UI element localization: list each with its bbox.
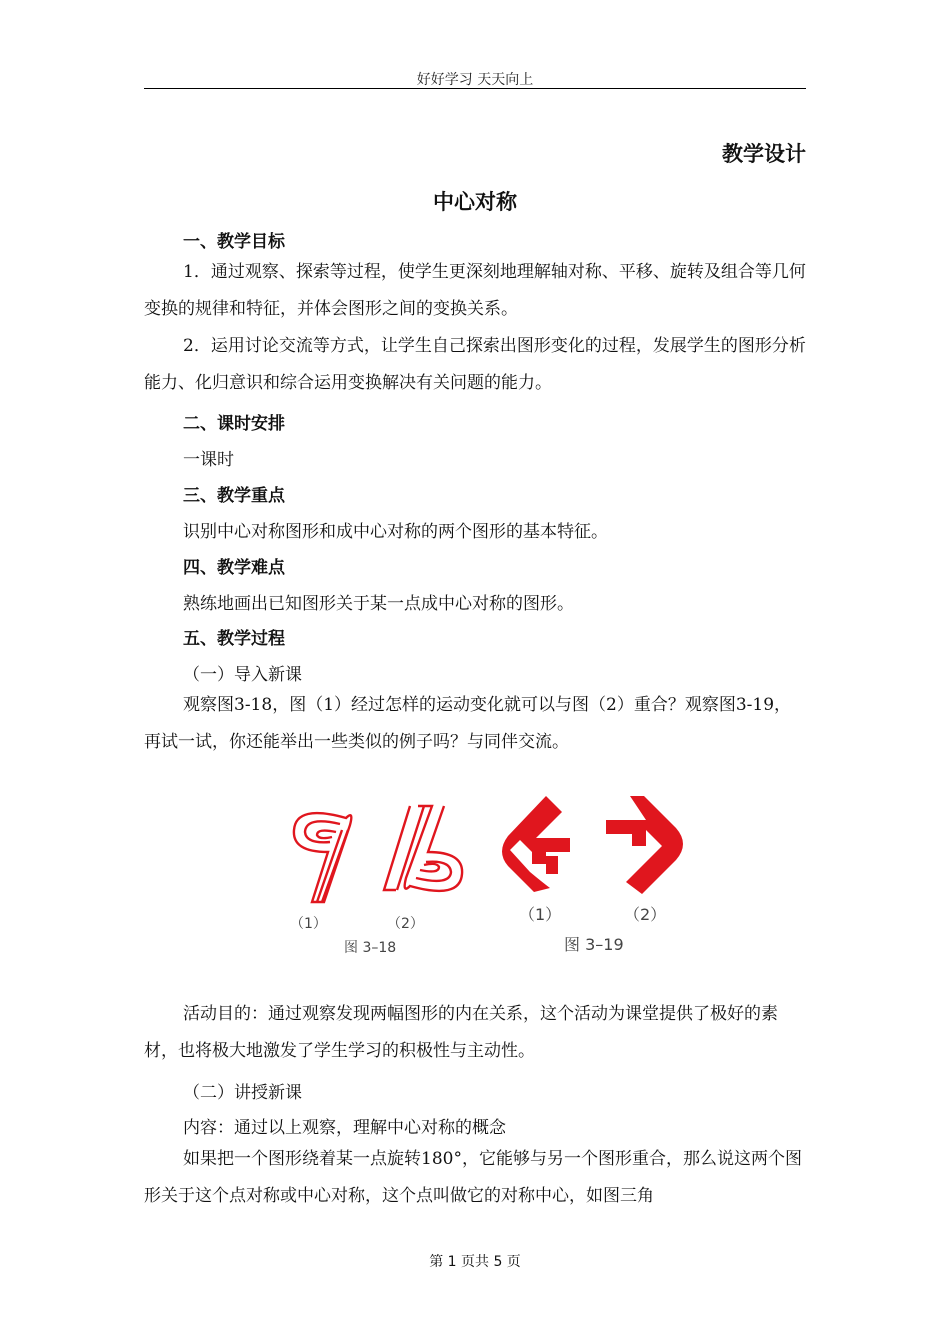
heading-process: 五、教学过程 [183, 629, 285, 649]
content-line: 内容：通过以上观察，理解中心对称的概念 [183, 1118, 506, 1138]
figure-3-19-label-1: （1） [519, 905, 562, 924]
definition-paragraph [144, 1141, 806, 1215]
observe-paragraph-text: 观察图3-18，图（1）经过怎样的运动变化就可以与图（2）重合？观察图3-19，再试一试，你还能举出一些类似的例子吗？与同伴交流。 [144, 695, 792, 752]
objective-2-text: 2．运用讨论交流等方式，让学生自己探索出图形变化的过程，发展学生的图形分析能力、化归意识和综合运用变换解决有关问题的能力。 [144, 336, 806, 393]
definition-paragraph-text: 如果把一个图形绕着某一点旋转180°，它能够与另一个图形重合，那么说这两个图形关于这个点对称或中心对称，这个点叫做它的对称中心，如图三角 [144, 1149, 802, 1206]
heading-schedule: 二、课时安排 [183, 414, 285, 434]
figure-3-18-caption: 图 3–18 [344, 940, 397, 956]
figure-3-18-label-2: （2） [387, 916, 424, 932]
figure-3-18-shape-1 [294, 813, 351, 902]
observe-paragraph [144, 687, 806, 761]
heading-difficulties: 四、教学难点 [183, 558, 285, 578]
subheading-intro: （一）导入新课 [183, 665, 302, 685]
activity-paragraph-text: 活动目的：通过观察发现两幅图形的内在关系，这个活动为课堂提供了极好的素材，也将极大地激发了学生学习的积极性与主动性。 [144, 1004, 778, 1061]
figure-3-18-shape-2 [384, 806, 462, 891]
figure-3-19-label-2: （2） [624, 905, 667, 924]
header-divider [144, 88, 806, 89]
figure-3-19-shape-2 [606, 796, 683, 894]
figure-3-18-label-1: （1） [290, 916, 327, 932]
document-title: 教学设计 [722, 142, 806, 166]
activity-paragraph [144, 996, 806, 1070]
figure-3-19-shape-1 [502, 796, 570, 892]
subheading-new-lesson: （二）讲授新课 [183, 1083, 302, 1103]
objective-2 [144, 328, 806, 402]
page-header: 好好学习 天天向上 [416, 72, 534, 88]
schedule-text: 一课时 [183, 450, 234, 470]
figure-3-19-caption: 图 3–19 [564, 935, 624, 954]
objective-1-text: 1．通过观察、探索等过程，使学生更深刻地理解轴对称、平移、旋转及组合等几何变换的规律和特征，并体会图形之间的变换关系。 [144, 262, 806, 319]
page-footer: 第 1 页共 5 页 [429, 1254, 521, 1270]
heading-key-points: 三、教学重点 [183, 486, 285, 506]
difficulties-text: 熟练地画出已知图形关于某一点成中心对称的图形。 [183, 594, 574, 614]
figure-3-18-3-19 [284, 790, 694, 965]
heading-objectives: 一、教学目标 [183, 232, 285, 252]
objective-1 [144, 254, 806, 328]
key-points-text: 识别中心对称图形和成中心对称的两个图形的基本特征。 [183, 522, 608, 542]
lesson-title: 中心对称 [433, 190, 517, 214]
